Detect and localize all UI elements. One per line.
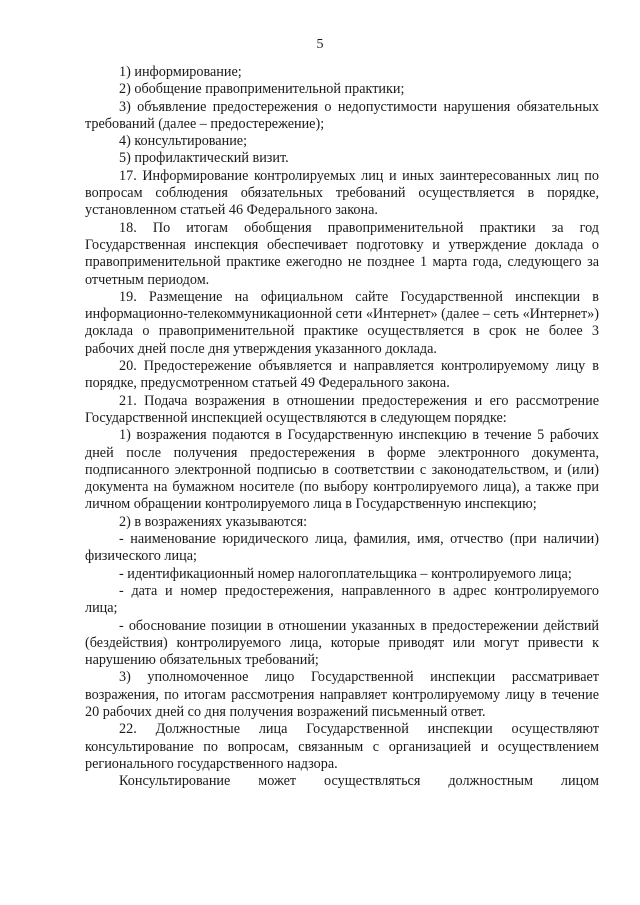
- paragraph: 2) обобщение правоприменительной практики;: [119, 81, 405, 98]
- paragraph: 2) в возражениях указываются:: [119, 513, 308, 530]
- paragraph: 1) информирование;: [119, 64, 242, 80]
- paragraph: - дата и номер предостережения, направленного в адрес контролируемого лица;: [85, 582, 599, 617]
- paragraph: 19. Размещение на официальном сайте Государственной инспекции в информационно-телекоммуникационной сети «Интернет» (далее – сеть «Интернет») доклада о правоприменительной практике осуществляется в срок не более 3 рабочих дней после дня утверждения указанного доклада.: [85, 288, 599, 357]
- paragraph: 22. Должностные лица Государственной инспекции осуществляют консультирование по вопросам, связанным с организацией и осуществлением регионального государственного надзора.: [85, 721, 599, 772]
- paragraph: Консультирование может осуществляться должностным лицом: [119, 773, 599, 790]
- paragraph: 3) объявление предостережения о недопустимости нарушения обязательных требований (далее – предостережение);: [85, 98, 599, 132]
- paragraph: 17. Информирование контролируемых лиц и иных заинтересованных лиц по вопросам соблюдения обязательных требований осуществляется в порядке, установленном статьей 46 Федерального закона.: [85, 167, 599, 219]
- paragraph: - обоснование позиции в отношении указанных в предостережении действий (бездействия) контролируемого лица, которые приводят или могут привести к нарушению обязательных требований;: [85, 617, 599, 669]
- page-number: 5: [316, 37, 324, 52]
- paragraph: - наименование юридического лица, фамилия, имя, отчество (при наличии) физического лица;: [85, 531, 599, 565]
- paragraph: 3) уполномоченное лицо Государственной инспекции рассматривает возражения, по итогам рассмотрения направляет контролируемому лицу в течение 20 рабочих дней со дня получения возражений письменный ответ.: [85, 669, 599, 720]
- paragraph: 4) консультирование;: [119, 133, 248, 150]
- paragraph: 18. По итогам обобщения правоприменительной практики за год Государственная инспекция обеспечивает подготовку и утверждение доклада о правоприменительной практике ежегодно не позднее 1 марта года, следующего за отчетным периодом.: [85, 219, 599, 288]
- paragraph: 21. Подача возражения в отношении предостережения и его рассмотрение Государственной инспекцией осуществляются в следующем порядке:: [85, 392, 599, 426]
- paragraph: - идентификационный номер налогоплательщика – контролируемого лица;: [119, 565, 572, 582]
- paragraph: 5) профилактический визит.: [119, 150, 289, 167]
- paragraph: 20. Предостережение объявляется и направляется контролируемому лицу в порядке, предусмотренном статьей 49 Федерального закона.: [85, 358, 599, 392]
- paragraph: 1) возражения подаются в Государственную инспекцию в течение 5 рабочих дней после получения предостережения в форме электронного документа, подписанного электронной подписью в соответствии с законодательством, и (или) документа на бумажном носителе (по выбору контролируемого лица), а также при личном обращении контролируемого лица в Государственную инспекцию;: [85, 427, 599, 513]
- document-body: [85, 64, 599, 790]
